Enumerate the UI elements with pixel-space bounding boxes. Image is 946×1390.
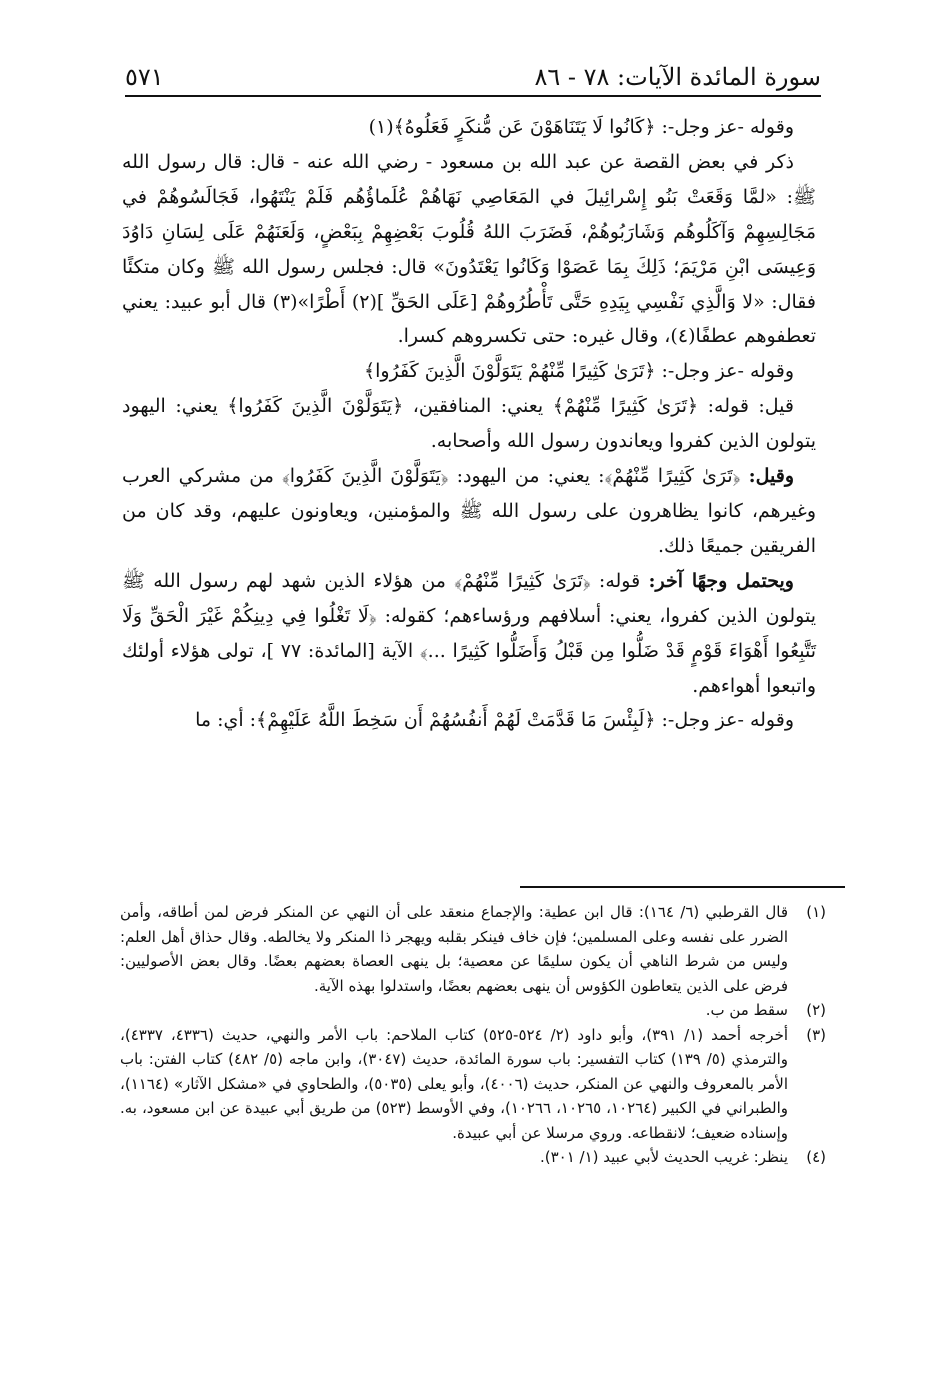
footnote-text: سقط من ب.: [705, 1001, 788, 1019]
footnote-number: (٤): [806, 1148, 826, 1166]
footnote-text: قال القرطبي (٦/ ١٦٤): قال ابن عطية: والإجماع منعقد على أن النهي عن المنكر فرض لمن أطاقه، وأمن الضرر على نفسه وعلى المسلمين؛ فإن خاف فينكر بقلبه ويهجر ذا المنكر ولا يخالطه. وقال حذاق أهل العلم: وليس من شرط الناهي أن يكون سليمًا عن معصية؛ بل ينهى العصاة بعضهم بعضًا. وقال بعض الأصوليين: فرض على الذين يتعاطون الكؤوس أن ينهى بعضهم بعضًا، واستدلوا بهذه الآية.: [120, 903, 788, 995]
running-title: سورة المائدة الآيات: ٧٨ - ٨٦: [534, 63, 821, 91]
paragraph-5-lead: وقيل:: [748, 465, 794, 488]
footnote-divider: [520, 886, 845, 888]
footnote-1: [120, 900, 826, 998]
header-divider: [125, 95, 821, 97]
footnote-number: (٣): [806, 1025, 826, 1044]
page-number: ٥٧١: [125, 63, 164, 91]
paragraph-3: وقوله -عز وجل-: ﴿تَرَىٰ كَثِيرًا مِّنْهُمْ يَتَوَلَّوْنَ الَّذِينَ كَفَرُوا﴾: [363, 360, 794, 383]
page-header: [125, 55, 821, 91]
paragraph-1: وقوله -عز وجل-: ﴿كَانُوا لَا يَتَنَاهَوْنَ عَن مُّنكَرٍ فَعَلُوهُ﴾(١): [368, 116, 794, 138]
paragraph-5-text: ﴿تَرَىٰ كَثِيرًا مِّنْهُمْ﴾: يعني: من اليهود: ﴿يَتَوَلَّوْنَ الَّذِينَ كَفَرُوا﴾ من مشركي العرب وغيرهم، كانوا يظاهرون على رسول الله ﷺ والمؤمنين، ويعاونون عليهم، وقد كان من الفريقين جميعًا ذلك.: [122, 465, 816, 557]
paragraph-6-lead: ويحتمل وجهًا آخر:: [648, 569, 794, 592]
footnote-number: (٢): [806, 1001, 826, 1019]
paragraph-5: [122, 459, 816, 564]
paragraph-4: قيل: قوله: ﴿تَرَىٰ كَثِيرًا مِّنْهُمْ﴾ يعني: المنافقين، ﴿يَتَوَلَّوْنَ الَّذِينَ كَفَرُوا﴾ يعني: اليهود يتولون الذين كفروا ويعاندون رسول الله وأصحابه.: [122, 395, 816, 453]
footnote-text: أخرجه أحمد (١/ ٣٩١)، وأبو داود (٢/ ٥٢٤-٥٢٥) كتاب الملاحم: باب الأمر والنهي، حديث (٤٣٣٦، ٤٣٣٧)، والترمذي (٥/ ١٣٩) كتاب التفسير: باب سورة المائدة، حديث (٣٠٤٧)، وابن ماجه (٥/ ٤٨٢) كتاب الفتن: باب الأمر بالمعروف والنهي عن المنكر، حديث (٤٠٠٦)، وأبو يعلى (٥٠٣٥)، والطحاوي في «مشكل الآثار» (١١٦٤)، والطبراني في الكبير (١٠٢٦٤، ١٠٢٦٥، ١٠٢٦٦)، وفي الأوسط (٥٢٣) من طريق أبي عبيدة عن ابن مسعود، به. وإسناده ضعيف؛ لانقطاعه. وروي مرسلا عن أبي عبيدة.: [120, 1025, 789, 1142]
paragraph-2: ذكر في بعض القصة عن عبد الله بن مسعود - رضي الله عنه - قال: قال رسول الله ﷺ: «لمَّا وَقَعَتْ بَنُو إِسْرائِيلَ في المَعَاصِي نَهَاهُمْ عُلَماؤُهُم فَلَمْ يَنْتَهُوا، فَجَالَسُوهُمْ في مَجَالِسِهِمْ وَآكَلُوهُم وَشَارَبُوهُمْ، فَضَرَبَ اللهُ قُلُوبَ بَعْضِهِمْ بِبَعْضٍ، وَلَعَنَهُمْ عَلَى لِسَانِ دَاوُدَ وَعِيسَى ابْنِ مَرْيَمَ؛ ذَلِكَ بِمَا عَصَوْا وَكَانُوا يَعْتَدُونَ» قال: فجلس رسول الله ﷺ وكان متكئًا فقال: «لا وَالَّذِي نَفْسِي بِيَدِهِ حَتَّى تَأْطُرُوهُمْ [عَلَى الحَقِّ ](٢) أَطْرًا»(٣) قال أبو عبيد: يعني تعطفوهم عطفًا(٤)، وقال غيره: حتى تكسروهم كسرا.: [122, 150, 816, 348]
paragraph-6-text: قوله: ﴿تَرَىٰ كَثِيرًا مِّنْهُمْ﴾ من هؤلاء الذين شهد لهم رسول الله ﷺ يتولون الذين كفروا، يعني: أسلافهم ورؤساءهم؛ كقوله: ﴿لَا تَغْلُوا فِي دِينِكُمْ غَيْرَ الْحَقِّ وَلَا تَتَّبِعُوا أَهْوَاءَ قَوْمٍ قَدْ ضَلُّوا مِن قَبْلُ وَأَضَلُّوا كَثِيرًا ...﴾ الآية [المائدة: ٧٧ ]، تولى هؤلاء أولئك واتبعوا أهواءهم.: [122, 569, 816, 697]
footnotes: [120, 900, 826, 1170]
paragraph-7: وقوله -عز وجل-: ﴿لَبِئْسَ مَا قَدَّمَتْ لَهُمْ أَنفُسُهُمْ أَن سَخِطَ اللَّهُ عَلَيْهِمْ﴾: أي: ما: [195, 709, 794, 732]
footnote-number: (١): [806, 903, 826, 921]
paragraph-6: [122, 564, 816, 704]
footnote-3: [120, 1023, 826, 1146]
footnote-text: ينظر: غريب الحديث لأبي عبيد (١/ ٣٠١).: [539, 1148, 788, 1166]
footnote-4: [120, 1145, 826, 1170]
footnote-2: [120, 998, 826, 1023]
main-text: [122, 110, 816, 738]
